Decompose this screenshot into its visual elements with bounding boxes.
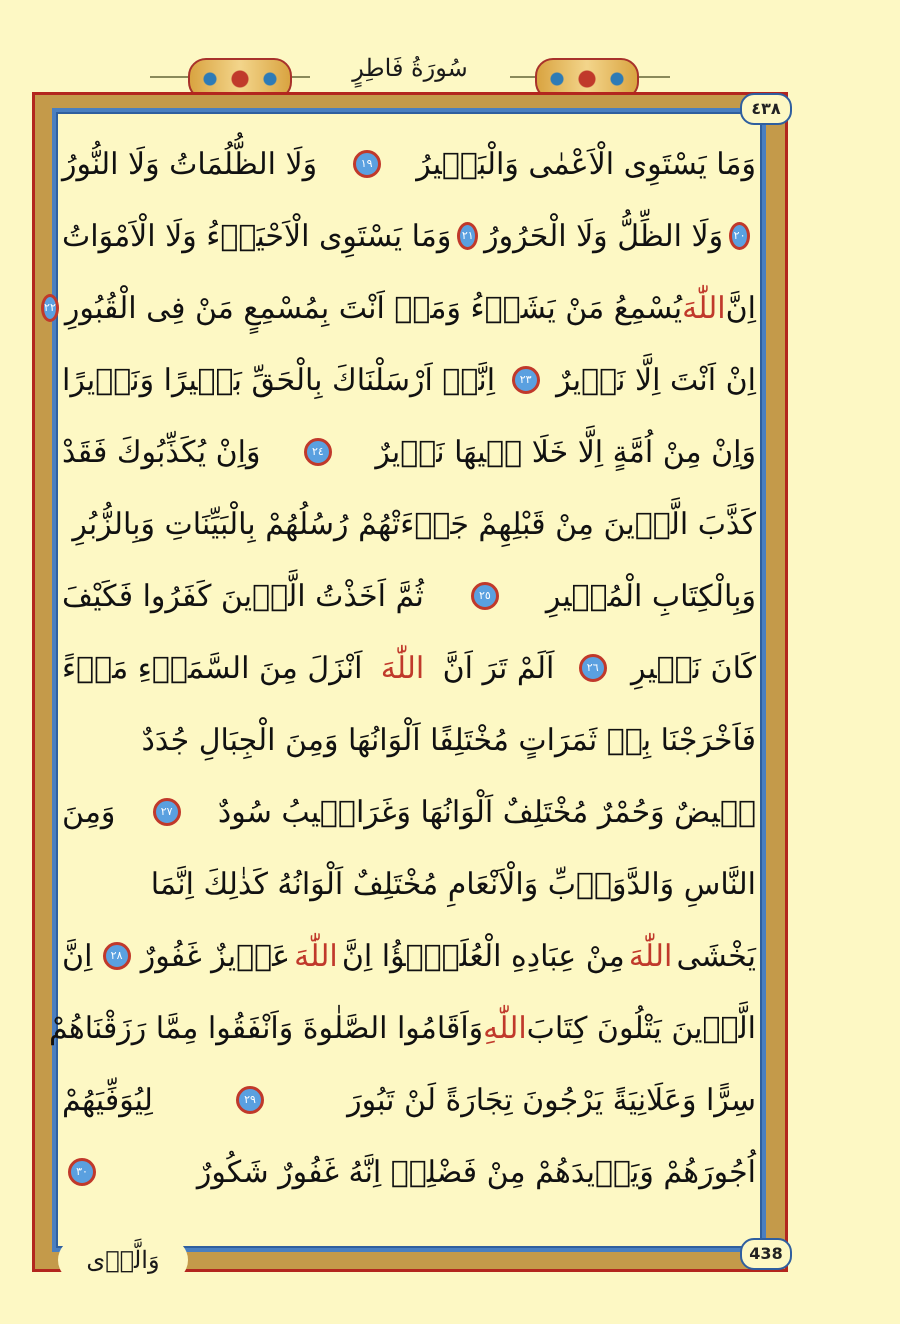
verse-line xyxy=(62,1064,756,1136)
verse-text: الَّذٖينَ يَتْلُونَ كِتَابَ xyxy=(526,1010,756,1046)
verse-line xyxy=(62,488,756,560)
verse-text: وَمِنَ xyxy=(62,794,116,830)
verse-text: وَلَا الظِّلُّ وَلَا الْحَرُورُ xyxy=(484,218,724,254)
ayah-number-marker: ٢٣ xyxy=(512,366,540,394)
verse-line xyxy=(62,416,756,488)
verse-text: يَخْشَى xyxy=(676,938,756,974)
divine-name-text: اللّٰهَ xyxy=(682,290,726,326)
verse-line xyxy=(62,632,756,704)
verse-text: عَزٖيزٌ غَفُورٌ xyxy=(140,938,290,974)
divine-name-text: اللّٰهِ xyxy=(483,1010,527,1046)
ayah-number-marker: ٢٩ xyxy=(236,1086,264,1114)
verse-lines xyxy=(44,128,756,1208)
verse-text: وَاِنْ مِنْ اُمَّةٍ اِلَّا خَلَا فٖيهَا نَذٖيرٌ xyxy=(375,434,756,470)
verse-line xyxy=(62,920,756,992)
verse-line xyxy=(62,704,756,776)
verse-line xyxy=(62,128,756,200)
verse-text: سِرًّا وَعَلَانِيَةً يَرْجُونَ تِجَارَةً لَنْ تَبُورَ xyxy=(347,1082,756,1118)
verse-text: وَلَا الظُّلُمَاتُ وَلَا النُّورُ xyxy=(62,146,318,182)
page-number-bottom: 438 xyxy=(740,1238,792,1270)
verse-line xyxy=(62,776,756,848)
verse-text: اَلَمْ تَرَ اَنَّ xyxy=(442,650,555,686)
catchword: وَالَّذٖى xyxy=(58,1238,188,1282)
verse-text: اَنْزَلَ مِنَ السَّمَاۤءِ مَاۤءً xyxy=(62,650,363,686)
verse-line xyxy=(44,272,756,344)
verse-line xyxy=(62,1136,756,1208)
ayah-number-marker: ٣٠ xyxy=(68,1158,96,1186)
verse-text: اِنْ اَنْتَ اِلَّا نَذٖيرٌ xyxy=(556,362,756,398)
verse-text: بٖيضٌ وَحُمْرٌ مُخْتَلِفٌ اَلْوَانُهَا وَغَرَابٖيبُ سُودٌ xyxy=(217,794,756,830)
ayah-number-marker: ٢٨ xyxy=(103,942,131,970)
verse-text: ثُمَّ اَخَذْتُ الَّذٖينَ كَفَرُوا فَكَيْفَ xyxy=(62,578,424,614)
verse-text: كَذَّبَ الَّذٖينَ مِنْ قَبْلِهِمْ جَاۤءَتْهُمْ رُسُلُهُمْ بِالْبَيِّنَاتِ وَبِالزُّبُرِ xyxy=(72,506,756,542)
ayah-number-marker: ٢٥ xyxy=(471,582,499,610)
verse-text: يُسْمِعُ مَنْ يَشَاۤءُ وَمَاۤ اَنْتَ بِمُسْمِعٍ مَنْ فِى الْقُبُورِ xyxy=(64,290,683,326)
verse-text: وَاِنْ يُكَذِّبُوكَ فَقَدْ xyxy=(62,434,261,470)
surah-title: سُورَةُ فَاطِرٍ xyxy=(310,54,510,82)
divine-name-text: اللّٰهَ xyxy=(294,938,338,974)
verse-text: وَبِالْكِتَابِ الْمُنٖيرِ xyxy=(545,578,756,614)
verse-text: مِنْ عِبَادِهِ الْعُلَمٰۤؤُا اِنَّ xyxy=(341,938,625,974)
verse-text: اِنَّ xyxy=(725,290,756,326)
ayah-number-marker: ٢١ xyxy=(457,222,478,250)
ayah-number-marker: ٢٠ xyxy=(729,222,750,250)
verse-line xyxy=(62,848,756,920)
divine-name-text: اللّٰهَ xyxy=(380,650,425,686)
verse-text: النَّاسِ وَالدَّوَاۤبِّ وَالْاَنْعَامِ مُخْتَلِفٌ اَلْوَانُهُ كَذٰلِكَ اِنَّمَا xyxy=(150,866,756,902)
verse-text: وَمَا يَسْتَوِى الْاَحْيَاۤءُ وَلَا الْاَمْوَاتُ xyxy=(62,218,452,254)
verse-text: اُجُورَهُمْ وَيَزٖيدَهُمْ مِنْ فَضْلِهٖ اِنَّهُ غَفُورٌ شَكُورٌ xyxy=(196,1154,756,1190)
verse-text: وَاَقَامُوا الصَّلٰوةَ وَاَنْفَقُوا مِمَّا رَزَقْنَاهُمْ xyxy=(48,1010,484,1046)
verse-line xyxy=(48,992,756,1064)
verse-text: اِنَّاۤ اَرْسَلْنَاكَ بِالْحَقِّ بَشٖيرًا وَنَذٖيرًا xyxy=(62,362,496,398)
divine-name-text: اللّٰهَ xyxy=(628,938,673,974)
ayah-number-marker: ٢٢ xyxy=(41,294,59,322)
verse-text: وَمَا يَسْتَوِى الْاَعْمٰى وَالْبَصٖيرُ xyxy=(416,146,756,182)
page-number-top: ٤٣٨ xyxy=(740,93,792,125)
verse-text: فَاَخْرَجْنَا بِهٖ ثَمَرَاتٍ مُخْتَلِفًا اَلْوَانُهَا وَمِنَ الْجِبَالِ جُدَدٌ xyxy=(141,722,756,758)
verse-line xyxy=(62,200,756,272)
verse-line xyxy=(62,560,756,632)
ayah-number-marker: ٢٤ xyxy=(304,438,332,466)
ayah-number-marker: ٢٦ xyxy=(579,654,607,682)
verse-text: لِيُوَفِّيَهُمْ xyxy=(62,1082,153,1118)
ayah-number-marker: ٢٧ xyxy=(153,798,181,826)
verse-text: اِنَّ xyxy=(62,938,93,974)
verse-text: كَانَ نَكٖيرِ xyxy=(631,650,756,686)
verse-line xyxy=(62,344,756,416)
ayah-number-marker: ١٩ xyxy=(353,150,381,178)
